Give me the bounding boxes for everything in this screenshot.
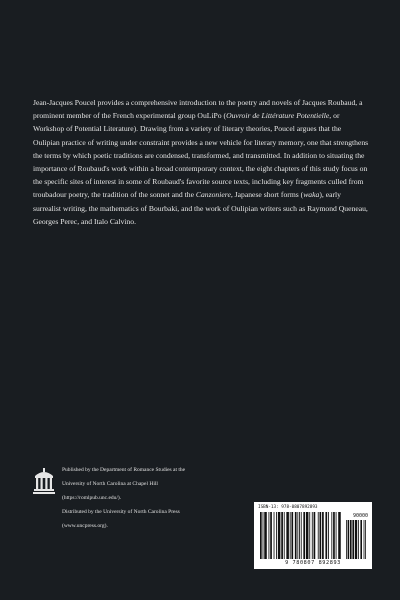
barcode-bar <box>303 512 305 559</box>
publisher-line-5: (www.uncpress.org). <box>62 522 108 529</box>
barcode-bar <box>274 512 275 559</box>
barcode-addon-bar <box>358 520 359 559</box>
barcode-bar <box>260 512 262 559</box>
barcode-bar <box>264 512 267 559</box>
blurb-italic-3: waka <box>303 190 320 200</box>
barcode-addon-bar <box>348 520 350 559</box>
barcode-bar <box>284 512 285 559</box>
blurb-text-4: ), early surrealist writing, the mathematics of Bourbaki, and the work of Oulipian writers such as Raymond Queneau, Georges Perec, and Italo Calvino. <box>33 190 368 226</box>
barcode-bar <box>331 512 332 559</box>
barcode-bar <box>263 512 264 559</box>
barcode-bar <box>297 512 298 559</box>
isbn-label: ISBN-13: 978-0807892893 <box>258 505 318 510</box>
barcode-bar <box>301 512 302 559</box>
barcode-digits: 9 780807 892893 <box>285 560 341 566</box>
barcode-bar <box>325 512 327 559</box>
barcode-bar <box>281 512 283 559</box>
barcode-addon-bar <box>364 520 365 559</box>
barcode-bar <box>278 512 281 559</box>
barcode-bar <box>286 512 289 559</box>
barcode-bar <box>276 512 277 559</box>
barcode-bar <box>290 512 291 559</box>
barcode-bar <box>314 512 316 559</box>
barcode-bar <box>309 512 310 559</box>
barcode-bar <box>312 512 313 559</box>
barcode-bar <box>338 512 341 559</box>
barcode-bar <box>270 512 272 559</box>
barcode-addon-bar <box>350 520 352 559</box>
blurb-text-3: , Japanese short forms ( <box>230 190 304 200</box>
barcode-addon-bar <box>355 520 357 559</box>
barcode-bar <box>328 512 329 559</box>
blurb-text-2: , or Workshop of Potential Literature). Drawing from a variety of literary theories, Poucel argues that the Oulipian practice of writing under constraint provides a new vehicle for literary memory, one that strengthens the terms by which poetic traditions are condensed, transformed, and transmitted. In addition to situating the importance of Roubaud's work within a broad contemporary context, the eight chapters of this study focus on the specific sites of interest in some of Roubaud's favorite source texts, including key fragments culled from troubadour poetry, the tradition of the sonnet and the <box>33 111 369 200</box>
barcode-bar <box>306 512 309 559</box>
barcode-bar <box>291 512 293 559</box>
barcode-addon-bar <box>360 520 362 559</box>
barcode-addon-bar <box>365 520 366 559</box>
barcode-bar <box>269 512 270 559</box>
publisher-line-4: Distributed by the University of North Carolina Press <box>62 508 180 515</box>
publisher-line-2: University of North Carolina at Chapel Hill <box>62 480 158 487</box>
barcode-bar <box>299 512 300 559</box>
unc-old-well-logo-icon <box>32 467 56 495</box>
barcode-addon-bar <box>352 520 354 559</box>
blurb-italic-2: Canzoniere <box>195 190 231 200</box>
barcode-bar <box>320 512 322 559</box>
price-code: 90000 <box>352 513 368 519</box>
barcode-bar <box>322 512 324 559</box>
blurb-text-1: Jean-Jacques Poucel provides a comprehensive introduction to the poetry and novels of Jacques Roubaud, a prominent member of the French experimental group OuLiPo ( <box>33 98 363 121</box>
barcode-bar <box>295 512 297 559</box>
publisher-line-3: (https://romlpub.unc.edu/). <box>62 494 122 501</box>
publisher-line-1: Published by the Department of Romance Studies at the <box>62 467 186 473</box>
barcode-addon-bar <box>346 520 347 559</box>
barcode-bar <box>318 512 319 559</box>
barcode-bar <box>333 512 335 559</box>
isbn-barcode <box>254 502 372 569</box>
barcode-bar <box>336 512 337 559</box>
cover-blurb <box>33 96 369 228</box>
blurb-italic-1: Ouvroir de Littérature Potentielle <box>226 111 330 121</box>
publisher-info <box>62 467 262 537</box>
